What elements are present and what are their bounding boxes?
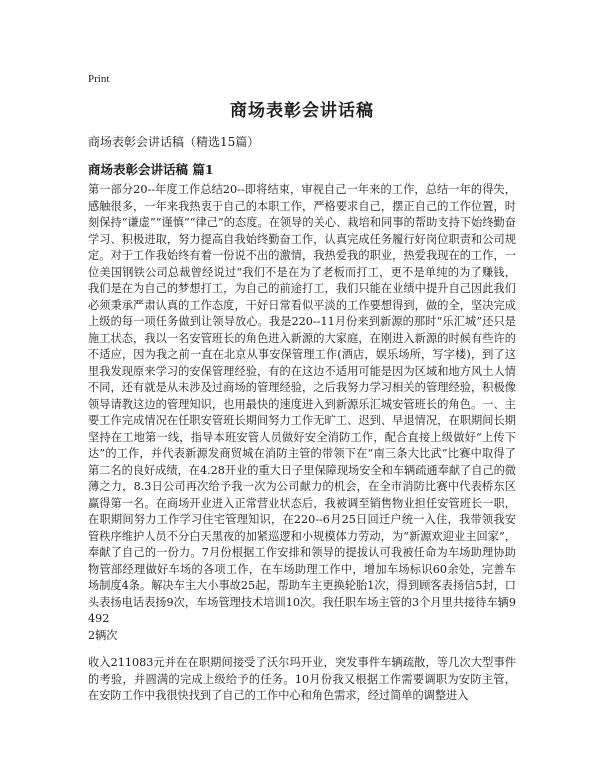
page-break-text: 2辆次 — [88, 629, 118, 642]
page-title: 商场表彰会讲话稿 — [230, 101, 374, 121]
print-link[interactable]: Print — [88, 73, 110, 85]
body-paragraph-1: 第一部分20--年度工作总结20--即将结束，审视自己一年来的工作，总结一年的得失，感触很多，一年来我热衷于自己的本职工作，严格要求自己，摆正自己的工作位置，时刻保持“谦虚”“谨慎”“律己”的态度。在领导的关心、栽培和同事的帮助支持下始终勤奋学习、积极进取，努力提高自我始终勤奋工作，认真完成任务履行好岗位职责和公司规定。对于工作我始终有着一份说不出的激情，我热爱我的职业，热爱我现在的工作，一位美国钢铁公司总裁曾经说过“我们不是在为了老板而打工，更不是单纯的为了赚钱，我们是在为自己的梦想打工，为自己的前途打工，我们只能在业绩中提升自己因此我们必须秉承严肃认真的工作态度，干好日常看似平淡的工作要想得到，做的全，坚决完成上级的每一项任务做到让领导放心。我是220--11月份来到新源的那时“乐汇城”还只是施工状态，我以一名安管班长的角色进入新源的大家庭，在刚进入新源的时候有些许的不适应，因为我之前一直在北京从事安保管理工作(酒店，娱乐场所，写字楼)，到了这里我发现原来学习的安保管理经验，有的在这边不适用可能是因为区域和地方风土人情不同，还有就是从未涉及过商场的管理经验，之后我努力学习相关的管理经验，积极像领导请教这边的管理知识，也用最快的速度进入到新源乐汇城安管班长的角色。一、主要工作完成情况在任职安管班长期间努力工作无旷工、迟到、早退情况，在职期间长期坚持在工地第一线，指导本班安管人员做好安全消防工作，配合直接上级做好“上传下达”的工作，并代表新源发商贸城在消防主管的带领下在“南三条大比武”比赛中取得了第二名的良好成绩，在4.28开业的重大日子里保障现场安全和车辆疏通奉献了自己的微薄之力，8.3日公司再次给予我一次为公司献力的机会，在全市消防比赛中代表桥东区赢得第一名。在商场开业进入正常营业状态后，我被调至销售物业担任安管班长一职，在职期间努力工作学习住宅管理知识，在220--6月25日回迁户统一入住，我带领我安管秩序维护人员不分白天黑夜的加紧巡逻和小规模体力劳动，为“新源欢迎业主回家”，奉献了自己的一份力。7月份根据工作安排和领导的提拔认可我被任命为车场助理协助物管部经理做好车场的各项工作，在车场助理工作中，增加车场标识60余处，完善车场制度4条。解决车主大小事故25起，帮助车主更换轮胎1次，得到顾客表扬信5封，口头表扬电话表扬9次，车场管理技术培训10次。我任职车场主管的3个月里共接待车辆9492 — [88, 183, 516, 625]
section-heading: 商场表彰会讲话稿 篇1 — [88, 162, 214, 177]
document-subtitle: 商场表彰会讲话稿（精选15篇） — [88, 135, 260, 149]
body-paragraph-2: 收入211083元并在在职期间接受了沃尔玛开业，突发事件车辆疏散，等几次大型事件的考验，并圆满的完成上级给予的任务。10月份我又根据工作需要调职为安防主管，在安防工作中我很快找到了自己的工作中心和角色需求，经过简单的调整进入 — [88, 656, 516, 702]
